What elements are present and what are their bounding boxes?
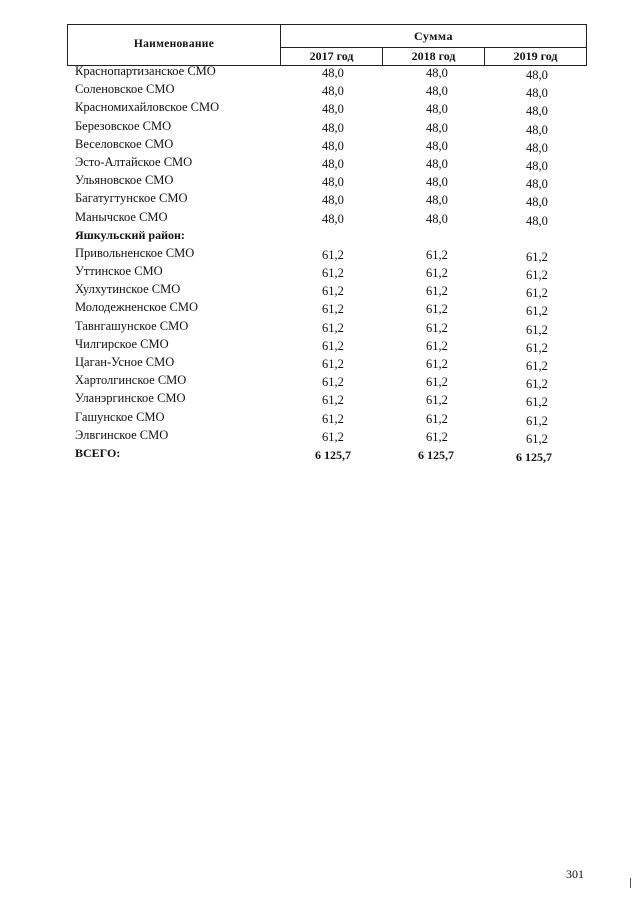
row-name: Хулхутинское СМО	[75, 282, 181, 297]
table-row	[0, 137, 640, 155]
row-name: Соленовское СМО	[75, 82, 175, 97]
cell-2019: 48,0	[526, 140, 548, 155]
table-row	[0, 119, 640, 137]
cell-2018: 48,0	[426, 138, 448, 153]
cell-2019: 61,2	[526, 304, 548, 319]
row-name: Краснопартизанское СМО	[75, 64, 216, 78]
table-row	[0, 428, 640, 446]
row-name: ВСЕГО:	[75, 445, 121, 460]
cell-2019: 61,2	[526, 395, 548, 410]
cell-2018: 48,0	[426, 211, 448, 226]
cell-2017: 48,0	[322, 102, 344, 117]
cell-2017: 48,0	[322, 120, 344, 135]
cell-2019: 61,2	[526, 359, 548, 373]
row-name: Тавнгашунское СМО	[75, 318, 189, 333]
cell-2019: 61,2	[526, 268, 548, 283]
table-row	[0, 64, 640, 82]
row-name: Манычское СМО	[75, 209, 168, 224]
row-name: Березовское СМО	[75, 118, 172, 133]
table-row	[0, 82, 640, 100]
cell-2017: 61,2	[322, 284, 344, 299]
cell-2018: 48,0	[426, 120, 448, 135]
cell-2018: 61,2	[426, 393, 448, 408]
cell-2017: 61,2	[322, 338, 344, 353]
cell-2017: 48,0	[322, 66, 344, 80]
cell-2017: 6 125,7	[315, 447, 351, 462]
cell-2018: 6 125,7	[418, 447, 454, 462]
total-row	[0, 446, 640, 464]
cell-2019: 48,0	[526, 177, 548, 192]
cell-2017: 61,2	[322, 411, 344, 426]
cell-2018: 48,0	[426, 102, 448, 117]
cell-2018: 48,0	[426, 156, 448, 171]
cell-2017: 61,2	[322, 393, 344, 408]
column-header-2017: 2017 год	[281, 47, 383, 65]
cell-2019: 61,2	[526, 340, 548, 355]
cell-2017: 48,0	[322, 156, 344, 171]
cell-2019: 48,0	[526, 213, 548, 228]
column-header-2018: 2018 год	[383, 47, 485, 65]
row-name: Молодежненское СМО	[75, 300, 199, 315]
column-header-name: Наименование	[68, 25, 281, 66]
cell-2019: 61,2	[526, 286, 548, 301]
cell-2017: 61,2	[322, 320, 344, 335]
table-header	[67, 24, 587, 66]
cell-2018: 61,2	[426, 302, 448, 317]
table-row	[0, 100, 640, 118]
row-name: Эсто-Алтайское СМО	[75, 154, 193, 169]
row-name: Ульяновское СМО	[75, 173, 174, 188]
cell-2017: 48,0	[322, 175, 344, 190]
cell-2019: 61,2	[526, 377, 548, 392]
cell-2018: 48,0	[426, 193, 448, 208]
cell-2019: 61,2	[526, 431, 548, 446]
table-row	[0, 410, 640, 428]
row-name: Красномихайловское СМО	[75, 100, 220, 115]
row-name: Гашунское СМО	[75, 409, 165, 424]
row-name: Привольненское СМО	[75, 245, 195, 260]
cell-2018: 61,2	[426, 375, 448, 390]
row-name: Веселовское СМО	[75, 136, 174, 151]
cell-2018: 48,0	[426, 66, 448, 80]
table-row	[0, 155, 640, 173]
table-row	[0, 264, 640, 282]
row-name: Цаган-Усное СМО	[75, 355, 175, 369]
cell-2019: 61,2	[526, 322, 548, 337]
cell-2018: 61,2	[426, 247, 448, 262]
cell-2018: 48,0	[426, 84, 448, 99]
table-row	[0, 373, 640, 391]
cell-2017: 61,2	[322, 375, 344, 390]
section-row	[0, 228, 640, 246]
cell-2017: 61,2	[322, 247, 344, 262]
cell-2018: 61,2	[426, 320, 448, 335]
cell-2017: 61,2	[322, 429, 344, 444]
row-name: Уланэргинское СМО	[75, 391, 186, 406]
cell-2019: 48,0	[526, 104, 548, 119]
cell-2019: 61,2	[526, 249, 548, 264]
table-row	[0, 337, 640, 355]
cell-2019: 6 125,7	[516, 449, 552, 464]
row-name: Хартолгинское СМО	[75, 373, 187, 388]
cell-2017: 61,2	[322, 357, 344, 371]
cell-2017: 61,2	[322, 302, 344, 317]
cell-2017: 48,0	[322, 138, 344, 153]
table-row	[0, 355, 640, 373]
cell-2019: 48,0	[526, 158, 548, 173]
row-name: Элвгинское СМО	[75, 427, 169, 442]
cell-2018: 61,2	[426, 411, 448, 426]
row-name: Чилгирское СМО	[75, 336, 169, 351]
cell-2019: 48,0	[526, 68, 548, 82]
cell-2017: 48,0	[322, 211, 344, 226]
table-row	[0, 191, 640, 209]
row-name: Багатугтунское СМО	[75, 191, 188, 206]
column-header-2019: 2019 год	[485, 47, 587, 65]
table-row	[0, 391, 640, 409]
table-row	[0, 282, 640, 300]
table-row	[0, 173, 640, 191]
cell-2019: 48,0	[526, 195, 548, 210]
cell-2019: 48,0	[526, 122, 548, 137]
cell-2017: 48,0	[322, 193, 344, 208]
table-row	[0, 246, 640, 264]
cell-2018: 61,2	[426, 357, 448, 371]
table-row	[0, 210, 640, 228]
row-name: Уттинское СМО	[75, 264, 163, 279]
page-number: 301	[566, 867, 584, 881]
cell-2018: 61,2	[426, 338, 448, 353]
cell-2018: 61,2	[426, 429, 448, 444]
table-body	[0, 64, 640, 464]
cell-2017: 48,0	[322, 84, 344, 99]
table-row	[0, 300, 640, 318]
cell-2018: 61,2	[426, 266, 448, 281]
cell-2017: 61,2	[322, 266, 344, 281]
scan-edge-mark	[630, 878, 631, 888]
cell-2018: 61,2	[426, 284, 448, 299]
column-header-sum: Сумма	[281, 25, 587, 48]
cell-2018: 48,0	[426, 175, 448, 190]
cell-2019: 48,0	[526, 86, 548, 101]
cell-2019: 61,2	[526, 413, 548, 428]
table-row	[0, 319, 640, 337]
row-name: Яшкульский район:	[75, 227, 185, 242]
